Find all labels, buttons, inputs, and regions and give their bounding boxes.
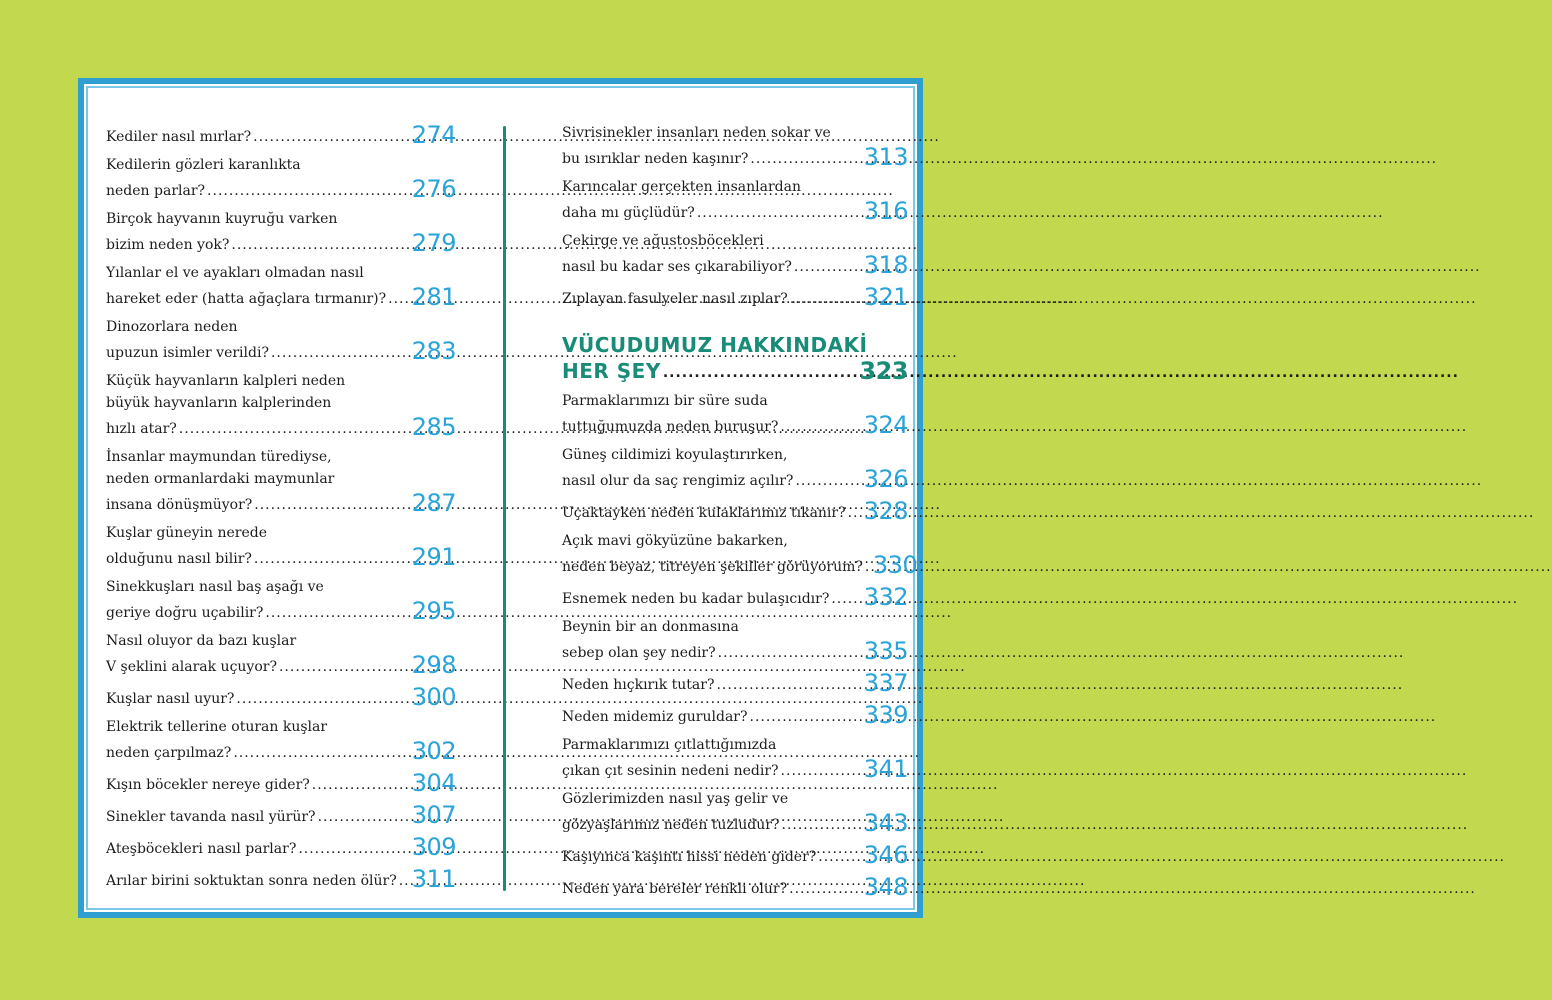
entry-title-line: V şeklini alarak uçuyor? <box>106 659 277 675</box>
page-number: 279 <box>411 229 456 257</box>
entry-title-line: hareket eder (hatta ağaçlara tırmanır)? <box>106 291 387 307</box>
toc-entry <box>562 176 908 224</box>
page-number: 283 <box>411 337 456 365</box>
dot-leader <box>399 870 410 892</box>
dot-leader <box>388 288 410 310</box>
entry-title-line: upuzun isimler verildi? <box>106 345 269 361</box>
entry-title-line: Neden yara bereler renkli olur? <box>562 881 788 897</box>
entry-title-line: Beynin bir an donmasına <box>562 619 739 635</box>
toc-entry <box>106 154 456 202</box>
toc-entry <box>562 842 908 868</box>
toc-entry <box>562 230 908 278</box>
toc-entry <box>562 284 908 310</box>
dot-leader <box>789 878 862 900</box>
toc-entry <box>106 208 456 256</box>
toc-entry <box>562 616 908 664</box>
entry-title-line: Elektrik tellerine oturan kuşlar <box>106 719 328 735</box>
dot-leader <box>782 814 862 836</box>
toc-entry <box>562 584 908 610</box>
entry-title-line: büyük hayvanların kalplerinden <box>106 395 332 411</box>
dot-leader <box>233 742 409 764</box>
toc-entry <box>106 370 456 440</box>
entry-title-line: Kuşlar güneyin nerede <box>106 525 267 541</box>
toc-card <box>78 78 923 918</box>
entry-title-line: Neden hıçkırık tutar? <box>562 677 715 693</box>
dot-leader <box>848 502 862 524</box>
toc-entry <box>562 702 908 728</box>
page-number: 295 <box>411 597 456 625</box>
dot-leader <box>780 416 861 438</box>
toc-entry <box>562 670 908 696</box>
entry-title-line: Kuşlar nasıl uyur? <box>106 691 235 707</box>
entry-title-line: Ateşböcekleri nasıl parlar? <box>106 841 297 857</box>
entry-title-line: Kedilerin gözleri karanlıkta <box>106 157 301 173</box>
page-number: 321 <box>863 283 908 311</box>
section-title-line: VÜCUDUMUZ HAKKINDAKİ <box>562 333 868 357</box>
entry-title-line: Nasıl oluyor da bazı kuşlar <box>106 633 297 649</box>
dot-leader <box>794 256 862 278</box>
entry-title-line: Gözlerimizden nasıl yaş gelir ve <box>562 791 789 807</box>
toc-entry <box>562 734 908 782</box>
page-number: 276 <box>411 175 456 203</box>
section-heading <box>562 332 908 384</box>
entry-title-line: Parmaklarımızı bir süre suda <box>562 393 768 409</box>
page-number: 309 <box>411 833 456 861</box>
entry-title-line: Neden midemiz guruldar? <box>562 709 748 725</box>
page-number: 337 <box>863 669 908 697</box>
page-number: 324 <box>863 411 908 439</box>
entry-title-line: Çekirge ve ağustosböcekleri <box>562 233 764 249</box>
dot-leader <box>179 418 410 440</box>
dot-leader <box>750 148 861 170</box>
page-number: 302 <box>411 737 456 765</box>
dot-leader <box>236 688 409 710</box>
page-number: 326 <box>863 465 908 493</box>
entry-title-line: daha mı güçlüdür? <box>562 205 695 221</box>
page-number: 343 <box>863 809 908 837</box>
dot-leader <box>831 588 861 610</box>
entry-title-line: insana dönüşmüyor? <box>106 497 253 513</box>
entry-title-line: Kışın böcekler nereye gider? <box>106 777 310 793</box>
page-number: 304 <box>411 769 456 797</box>
entry-title-line: nasıl olur da saç rengimiz açılır? <box>562 473 794 489</box>
toc-entry <box>562 874 908 900</box>
entry-title-line: neden beyaz, titreyen şekiller görüyorum? <box>562 559 863 575</box>
page-number: 318 <box>863 251 908 279</box>
page-number: 341 <box>863 755 908 783</box>
dot-leader <box>318 806 410 828</box>
entry-title-line: sebep olan şey nedir? <box>562 645 716 661</box>
entry-title-line: Sinekkuşları nasıl baş aşağı ve <box>106 579 324 595</box>
entry-title-line: neden ormanlardaki maymunlar <box>106 471 335 487</box>
page-number: 298 <box>411 651 456 679</box>
dot-leader <box>207 180 410 202</box>
dot-leader <box>312 774 410 796</box>
page-number: 328 <box>863 497 908 525</box>
entry-title-line: Açık mavi gökyüzüne bakarken, <box>562 533 788 549</box>
page-number: 348 <box>863 873 908 901</box>
toc-entry <box>562 390 908 438</box>
page-number: 316 <box>863 197 908 225</box>
toc-entry <box>562 122 908 170</box>
entry-title-line: çıkan çıt sesinin nedeni nedir? <box>562 763 779 779</box>
dot-leader <box>279 656 410 678</box>
toc-entry <box>106 716 456 764</box>
toc-entry <box>106 866 456 892</box>
dot-leader <box>271 342 410 364</box>
dot-leader <box>750 706 862 728</box>
toc-entry <box>562 498 908 524</box>
page-number: 330 <box>872 551 918 579</box>
entry-title-line: nasıl bu kadar ses çıkarabiliyor? <box>562 259 792 275</box>
toc-entry <box>106 630 456 678</box>
entry-title-line: Birçok hayvanın kuyruğu varken <box>106 211 338 227</box>
toc-entry <box>562 444 908 492</box>
entry-title-line: geriye doğru uçabilir? <box>106 605 264 621</box>
entry-title-line: Karıncalar gerçekten insanlardan <box>562 179 801 195</box>
entry-title-line: Arılar birini soktuktan sonra neden ölür? <box>106 873 397 889</box>
page-number: 281 <box>411 283 456 311</box>
dot-leader <box>697 202 862 224</box>
entry-title-line: neden çarpılmaz? <box>106 745 232 761</box>
dot-leader <box>298 838 409 860</box>
section-title-line: HER ŞEY <box>562 359 661 383</box>
page-number: 332 <box>863 583 908 611</box>
page-number: 311 <box>411 865 456 893</box>
toc-entry <box>106 802 456 828</box>
toc-right-column <box>562 122 918 906</box>
page-number: 323 <box>859 357 908 385</box>
toc-entry <box>106 446 456 516</box>
entry-title-line: Sivrisinekler insanları neden sokar ve <box>562 125 831 141</box>
dot-leader <box>790 288 862 310</box>
dot-leader <box>254 548 410 570</box>
dot-leader <box>818 846 861 868</box>
toc-entry <box>106 522 456 570</box>
entry-title-line: Kediler nasıl mırlar? <box>106 129 252 145</box>
page-number: 339 <box>863 701 908 729</box>
dot-leader <box>265 602 409 624</box>
toc-entry <box>106 684 456 710</box>
dot-leader <box>795 470 861 492</box>
entry-title-line: tuttuğumuzda neden buruşur? <box>562 419 779 435</box>
toc-entry <box>106 770 456 796</box>
dot-leader <box>254 494 409 516</box>
page-number: 307 <box>411 801 456 829</box>
toc-left-column <box>106 122 456 898</box>
entry-title-line: Parmaklarımızı çıtlattığımızda <box>562 737 777 753</box>
page-number: 346 <box>863 841 908 869</box>
dot-leader <box>253 126 410 148</box>
entry-title-line: gözyaşlarımız neden tuzludur? <box>562 817 780 833</box>
page-number: 291 <box>411 543 456 571</box>
dot-leader <box>716 674 861 696</box>
dot-leader <box>865 556 871 578</box>
page-number: 300 <box>411 683 456 711</box>
entry-title-line: bizim neden yok? <box>106 237 230 253</box>
page-number: 313 <box>863 143 908 171</box>
toc-entry <box>106 316 456 364</box>
entry-title-line: İnsanlar maymundan türediyse, <box>106 449 332 465</box>
page-number: 335 <box>863 637 908 665</box>
entry-title-line: Güneş cildimizi koyulaştırırken, <box>562 447 788 463</box>
entry-title-line: neden parlar? <box>106 183 206 199</box>
toc-entry <box>562 788 908 836</box>
section-entry <box>562 332 908 384</box>
dot-leader <box>781 760 862 782</box>
entry-title-line: Kaşıyınca kaşıntı hissi neden gider? <box>562 849 817 865</box>
toc-entry <box>106 834 456 860</box>
dot-leader <box>718 642 862 664</box>
entry-title-line: hızlı atar? <box>106 421 177 437</box>
page-number: 285 <box>411 413 456 441</box>
page-number: 274 <box>411 121 456 149</box>
toc-entry <box>106 576 456 624</box>
entry-title-line: bu ısırıklar neden kaşınır? <box>562 151 749 167</box>
toc-entry <box>562 530 918 579</box>
dot-leader <box>231 234 409 256</box>
page-number: 287 <box>411 489 456 517</box>
toc-entry <box>106 262 456 310</box>
toc-entry <box>106 122 456 148</box>
entry-title-line: Küçük hayvanların kalpleri neden <box>106 373 346 389</box>
column-divider <box>503 126 506 891</box>
entry-title-line: Dinozorlara neden <box>106 319 238 335</box>
entry-title-line: Sinekler tavanda nasıl yürür? <box>106 809 316 825</box>
entry-title-line: Esnemek neden bu kadar bulaşıcıdır? <box>562 591 830 607</box>
entry-title-line: Uçaktayken neden kulaklarımız tıkanır? <box>562 505 846 521</box>
entry-title-line: olduğunu nasıl bilir? <box>106 551 252 567</box>
entry-title-line: Yılanlar el ve ayakları olmadan nasıl <box>106 265 364 281</box>
entry-title-line: Zıplayan fasulyeler nasıl zıplar? <box>562 291 788 307</box>
dot-leader <box>663 362 858 384</box>
